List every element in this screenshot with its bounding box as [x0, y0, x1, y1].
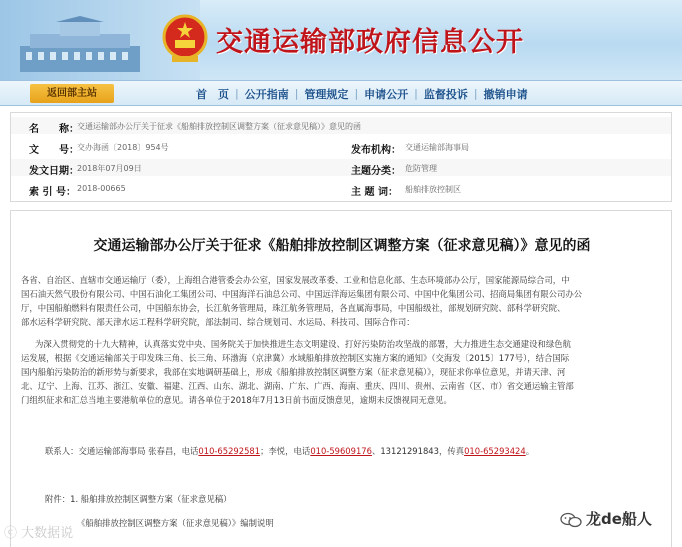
nav-item-regulations[interactable]: 管理规定 [304, 87, 349, 101]
main-nav [0, 80, 682, 106]
nav-separator: | [354, 87, 359, 100]
meta-name-value: 交通运输部办公厅关于征求《船舶排放控制区调整方案（征求意见稿）》意见的函 [77, 122, 361, 131]
attachment-2[interactable]: 《船舶排放控制区调整方案（征求意见稿）》编制说明 [77, 518, 274, 528]
meta-index-label: 索 引 号： [29, 187, 76, 198]
body-line: 北、辽宁、上海、江苏、浙江、安徽、福建、江西、山东、湖北、湖南、广东、广西、海南、重庆、四川、贵州、云南省（区、市）省交通运输主管部 [21, 381, 574, 391]
meta-subject-value: 船舶排放控制区 [405, 185, 461, 194]
meta-row-name [11, 117, 671, 134]
addressee-line: 国石油天然气股份有限公司、中国石油化工集团公司、中国海洋石油总公司、中国远洋海运集团有限公司、中国中化集团公司、招商局集团有限公司办公 [21, 289, 583, 299]
meta-row-index [11, 180, 671, 197]
watermark-left-text: 大数据说 [21, 526, 74, 541]
nav-separator: | [473, 87, 478, 100]
contact-mid: 、13121291843，传真 [371, 446, 465, 456]
document-metadata [10, 112, 672, 202]
meta-category-value: 危防管理 [405, 164, 437, 173]
nav-item-withdraw[interactable]: 撤销申请 [483, 87, 528, 101]
copyright-icon: ⓒ [4, 526, 22, 541]
meta-index-value: 2018-00665 [77, 184, 126, 193]
meta-date-value: 2018年07月09日 [77, 164, 142, 173]
national-emblem-icon [162, 14, 208, 64]
addressee-paragraph [21, 273, 661, 329]
meta-issuer-value: 交通运输部海事局 [405, 143, 469, 152]
nav-separator: | [414, 87, 418, 100]
contact-suffix: 。 [525, 446, 535, 456]
contact-phone-link[interactable]: 010-65292581 [198, 446, 261, 456]
watermark-right-text: 龙de船人 [586, 510, 652, 528]
meta-row-date [11, 159, 671, 176]
site-title: 交通运输部政府信息公开 [216, 27, 524, 58]
addressee-line: 厅，中国船舶燃料有限责任公司，中国船东协会，长江航务管理局，珠江航务管理局，各直属海事局，中国船级社，部规划研究院、部科学研究院、 [21, 303, 566, 313]
nav-separator: | [294, 87, 299, 100]
contact-fax-link[interactable]: 010-65293424 [464, 446, 526, 456]
addressee-line: 各省、自治区、直辖市交通运输厅（委），上海组合港管委会办公室，国家发展改革委、工业和信息化部、生态环境部办公厅，国家能源局综合司，中 [21, 275, 570, 285]
meta-date-label: 发文日期： [29, 166, 79, 177]
contact-line [45, 445, 534, 457]
meta-issuer-label: 发布机构： [351, 145, 401, 156]
body-line: 门组织征求和汇总当地主要港航单位的意见。请各单位于2018年7月13日前书面反馈意见，逾期未反馈视同无意见。 [21, 395, 452, 405]
contact-prefix: 联系人：交通运输部海事局 张春昌，电话 [45, 446, 199, 456]
wechat-icon [560, 512, 582, 528]
nav-items [190, 81, 534, 106]
letter-body [10, 210, 672, 547]
nav-item-apply[interactable]: 申请公开 [364, 87, 409, 101]
contact-phone-link[interactable]: 010-59609176 [310, 446, 372, 456]
body-paragraph [21, 337, 665, 407]
watermark-left [4, 522, 73, 541]
nav-separator: | [235, 87, 239, 100]
building-image [20, 16, 140, 72]
attachment-1[interactable]: 附件：1. 船舶排放控制区调整方案（征求意见稿） [45, 494, 232, 504]
contact-mid: ；李悦，电话 [260, 446, 311, 456]
nav-item-guide[interactable]: 公开指南 [244, 87, 289, 101]
addressee-line: 部水运科学研究院、部天津水运工程科学研究院，部法制司、综合规划司、水运局、科技司、国际合作司： [21, 317, 415, 327]
meta-subject-label: 主 题 词： [351, 187, 398, 198]
meta-name-label: 名 称： [29, 124, 79, 135]
watermark-right [560, 508, 652, 529]
meta-docno-label: 文 号： [29, 145, 79, 156]
meta-category-label: 主题分类： [351, 166, 401, 177]
document-title: 交通运输部办公厅关于征求《船舶排放控制区调整方案（征求意见稿）》意见的函 [93, 238, 591, 254]
nav-item-home[interactable]: 首 页 [196, 87, 229, 101]
meta-docno-value: 交办海函〔2018〕954号 [77, 143, 169, 152]
body-line: 国内船舶污染防治的新形势与新要求，我部在实地调研基础上，形成《船舶排放控制区调整方案（征求意见稿）》，现征求你单位意见，并请天津、河 [21, 367, 566, 377]
site-banner [0, 0, 682, 80]
back-to-main-site-button[interactable]: 返回部主站 [30, 84, 114, 103]
body-line: 为深入贯彻党的十九大精神，认真落实党中央、国务院关于加快推进生态文明建设、打好污染防治攻坚战的部署，大力推进生态交通建设和绿色航 [35, 339, 571, 349]
meta-row-docno [11, 138, 671, 155]
body-line: 运发展，根据《交通运输部关于印发珠三角、长三角、环渤海（京津冀）水域船舶排放控制区实施方案的通知》（交海发〔2015〕177号），结合国际 [21, 353, 570, 363]
nav-item-complaint[interactable]: 监督投诉 [423, 87, 468, 101]
